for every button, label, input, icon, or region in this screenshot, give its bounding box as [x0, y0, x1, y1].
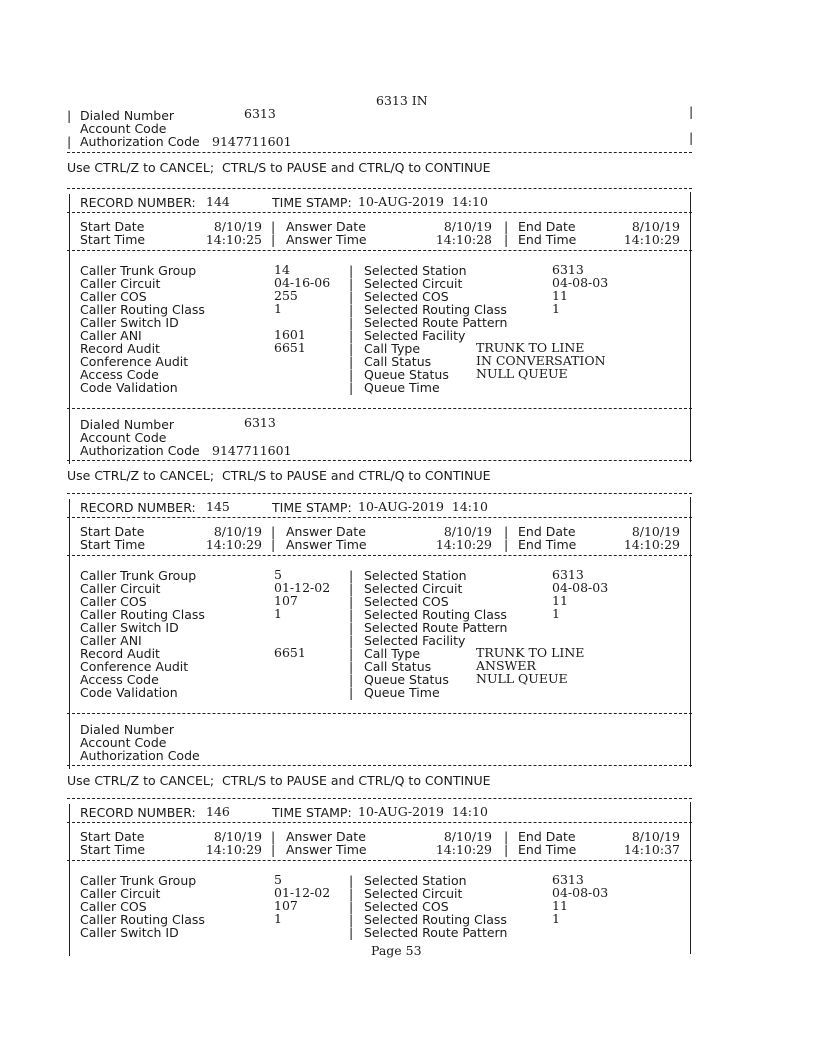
record-top-divider — [67, 188, 692, 189]
caller-field-label: Caller ANI — [80, 328, 142, 343]
authorization-code-value: 9147711601 — [212, 443, 292, 458]
time-stamp-label: TIME STAMP: — [272, 805, 352, 820]
caller-field-label: Conference Audit — [80, 659, 189, 674]
start-date-value: 8/10/19 — [213, 829, 262, 844]
caller-field-label: Caller COS — [80, 899, 147, 914]
left-border — [69, 804, 70, 956]
caller-field-label: Caller Circuit — [80, 276, 161, 291]
record-number-label: RECORD NUMBER: — [80, 500, 196, 515]
caller-field-label: Access Code — [80, 367, 159, 382]
selected-field-label: Selected COS — [364, 289, 449, 304]
column-separator: | — [349, 367, 354, 382]
time-stamp-value: 10-AUG-2019 14:10 — [358, 804, 488, 819]
caller-field-label: Caller Routing Class — [80, 302, 205, 317]
column-separator: | — [349, 289, 354, 304]
dates-divider — [67, 555, 692, 556]
caller-field-label: Conference Audit — [80, 354, 189, 369]
answer-date-label: Answer Date — [286, 524, 366, 539]
selected-field-value: 11 — [552, 593, 568, 608]
account-code-label: Account Code — [80, 430, 167, 445]
caller-field-value: 04-16-06 — [274, 275, 331, 290]
selected-field-label: Selected COS — [364, 594, 449, 609]
caller-field-label: Caller COS — [80, 289, 147, 304]
console-prompt: Use CTRL/Z to CANCEL; CTRL/S to PAUSE and CTRL/Q to CONTINUE — [67, 773, 491, 788]
call-type-value: TRUNK TO LINE — [476, 645, 585, 660]
caller-field-label: Access Code — [80, 672, 159, 687]
selected-field-label: Selected Routing Class — [364, 607, 507, 622]
column-separator: | — [271, 524, 276, 539]
selected-field-label: Selected Circuit — [364, 581, 463, 596]
end-date-value: 8/10/19 — [631, 524, 680, 539]
selected-field-label: Call Status — [364, 354, 432, 369]
caller-field-value: 5 — [274, 872, 282, 887]
right-border — [690, 192, 691, 462]
answer-time-value: 14:10:29 — [435, 842, 492, 857]
record-header-divider — [67, 517, 692, 518]
caller-field-label: Record Audit — [80, 646, 160, 661]
selected-field-value: 04-08-03 — [552, 580, 609, 595]
column-separator: | — [271, 219, 276, 234]
selected-field-label: Selected Routing Class — [364, 912, 507, 927]
caller-field-value: 255 — [274, 288, 298, 303]
caller-field-label: Caller Circuit — [80, 886, 161, 901]
dialed-number-value: 6313 — [244, 415, 276, 430]
caller-field-value: 01-12-02 — [274, 885, 331, 900]
selected-field-value: 1 — [552, 911, 560, 926]
answer-time-label: Answer Time — [286, 537, 367, 552]
end-date-label: End Date — [518, 524, 576, 539]
page-header: 6313 IN — [376, 93, 428, 108]
record-number-value: 146 — [206, 804, 230, 819]
selected-field-label: Queue Time — [364, 380, 440, 395]
selected-field-label: Selected Route Pattern — [364, 315, 508, 330]
selected-field-value: 6313 — [552, 872, 584, 887]
account-code-label: Account Code — [80, 121, 167, 136]
start-time-label: Start Time — [80, 232, 146, 247]
selected-field-label: Selected Route Pattern — [364, 620, 508, 635]
selected-field-value: 04-08-03 — [552, 885, 609, 900]
selected-field-label: Selected Facility — [364, 633, 466, 648]
column-separator: | — [349, 302, 354, 317]
caller-field-value: 6651 — [274, 340, 306, 355]
selected-field-label: Call Type — [364, 646, 421, 661]
detail-divider — [67, 713, 692, 714]
selected-field-label: Selected COS — [364, 899, 449, 914]
end-time-label: End Time — [518, 842, 577, 857]
end-date-label: End Date — [518, 219, 576, 234]
caller-field-value: 1 — [274, 606, 282, 621]
column-separator: | — [349, 672, 354, 687]
start-time-label: Start Time — [80, 842, 146, 857]
queue-status-value: NULL QUEUE — [476, 366, 568, 381]
caller-field-value: 1601 — [274, 327, 306, 342]
selected-field-value: 6313 — [552, 567, 584, 582]
selected-field-value: 1 — [552, 606, 560, 621]
caller-field-value: 5 — [274, 567, 282, 582]
dialed-number-label: Dialed Number — [80, 722, 175, 737]
record-header-divider — [67, 822, 692, 823]
column-separator: | — [504, 219, 509, 234]
record-number-label: RECORD NUMBER: — [80, 805, 196, 820]
caller-field-value: 107 — [274, 898, 298, 913]
column-separator: | — [349, 925, 354, 940]
time-stamp-label: TIME STAMP: — [272, 195, 352, 210]
caller-field-value: 1 — [274, 301, 282, 316]
authorization-code-label: Authorization Code — [80, 134, 200, 149]
selected-field-label: Selected Routing Class — [364, 302, 507, 317]
call-status-value: IN CONVERSATION — [476, 353, 606, 368]
selected-field-label: Queue Time — [364, 685, 440, 700]
selected-field-value: 6313 — [552, 262, 584, 277]
column-separator: | — [349, 276, 354, 291]
queue-status-value: NULL QUEUE — [476, 671, 568, 686]
answer-time-label: Answer Time — [286, 232, 367, 247]
column-separator: | — [349, 354, 354, 369]
column-separator: | — [349, 568, 354, 583]
caller-field-label: Caller Trunk Group — [80, 568, 197, 583]
account-code-label: Account Code — [80, 735, 167, 750]
selected-field-label: Call Status — [364, 659, 432, 674]
selected-field-label: Selected Circuit — [364, 276, 463, 291]
end-date-value: 8/10/19 — [631, 219, 680, 234]
selected-field-label: Selected Facility — [364, 328, 466, 343]
divider — [67, 152, 692, 153]
authorization-code-label: Authorization Code — [80, 748, 200, 763]
column-separator: | — [271, 829, 276, 844]
right-border — [690, 497, 691, 767]
record-top-divider — [67, 493, 692, 494]
caller-field-label: Caller Trunk Group — [80, 873, 197, 888]
caller-field-label: Caller Trunk Group — [80, 263, 197, 278]
end-time-value: 14:10:37 — [623, 842, 680, 857]
caller-field-label: Caller Routing Class — [80, 912, 205, 927]
authorization-code-label: Authorization Code — [80, 443, 200, 458]
console-prompt: Use CTRL/Z to CANCEL; CTRL/S to PAUSE and CTRL/Q to CONTINUE — [67, 468, 491, 483]
record-bottom-divider — [67, 460, 692, 461]
column-separator: | — [349, 685, 354, 700]
answer-time-value: 14:10:28 — [435, 232, 492, 247]
caller-field-label: Caller Switch ID — [80, 315, 179, 330]
answer-date-value: 8/10/19 — [443, 524, 492, 539]
answer-date-value: 8/10/19 — [443, 219, 492, 234]
end-time-value: 14:10:29 — [623, 232, 680, 247]
start-date-value: 8/10/19 — [213, 219, 262, 234]
border-bar: | — [67, 134, 72, 149]
end-time-value: 14:10:29 — [623, 537, 680, 552]
column-separator: | — [271, 842, 276, 857]
selected-field-value: 04-08-03 — [552, 275, 609, 290]
start-date-value: 8/10/19 — [213, 524, 262, 539]
end-time-label: End Time — [518, 232, 577, 247]
border-bar: | — [67, 108, 72, 123]
caller-field-value: 01-12-02 — [274, 580, 331, 595]
caller-field-label: Code Validation — [80, 380, 178, 395]
record-header-divider — [67, 212, 692, 213]
column-separator: | — [349, 620, 354, 635]
start-date-label: Start Date — [80, 524, 145, 539]
start-time-value: 14:10:25 — [205, 232, 262, 247]
column-separator: | — [504, 842, 509, 857]
selected-field-label: Selected Station — [364, 263, 467, 278]
dialed-number-label: Dialed Number — [80, 108, 175, 123]
call-type-value: TRUNK TO LINE — [476, 340, 585, 355]
column-separator: | — [504, 537, 509, 552]
time-stamp-label: TIME STAMP: — [272, 500, 352, 515]
column-separator: | — [349, 594, 354, 609]
border-bar: | — [689, 104, 694, 119]
record-bottom-divider — [67, 765, 692, 766]
caller-field-label: Caller ANI — [80, 633, 142, 648]
start-time-value: 14:10:29 — [205, 842, 262, 857]
caller-field-label: Caller Circuit — [80, 581, 161, 596]
authorization-code-value: 9147711601 — [212, 134, 292, 149]
dialed-number-value: 6313 — [244, 106, 276, 121]
caller-field-value: 107 — [274, 593, 298, 608]
end-date-value: 8/10/19 — [631, 829, 680, 844]
selected-field-value: 1 — [552, 301, 560, 316]
record-number-value: 144 — [206, 194, 230, 209]
column-separator: | — [349, 886, 354, 901]
selected-field-value: 11 — [552, 898, 568, 913]
caller-field-label: Record Audit — [80, 341, 160, 356]
column-separator: | — [349, 873, 354, 888]
column-separator: | — [349, 581, 354, 596]
left-border — [69, 194, 70, 464]
column-separator: | — [349, 607, 354, 622]
selected-field-label: Queue Status — [364, 672, 449, 687]
detail-divider — [67, 408, 692, 409]
answer-time-value: 14:10:29 — [435, 537, 492, 552]
column-separator: | — [271, 232, 276, 247]
answer-date-label: Answer Date — [286, 829, 366, 844]
column-separator: | — [349, 646, 354, 661]
caller-field-value: 14 — [274, 262, 290, 277]
column-separator: | — [349, 912, 354, 927]
column-separator: | — [504, 524, 509, 539]
caller-field-label: Caller COS — [80, 594, 147, 609]
column-separator: | — [504, 232, 509, 247]
answer-date-value: 8/10/19 — [443, 829, 492, 844]
caller-field-value: 1 — [274, 911, 282, 926]
column-separator: | — [349, 263, 354, 278]
column-separator: | — [349, 633, 354, 648]
left-border — [69, 499, 70, 769]
call-status-value: ANSWER — [476, 658, 536, 673]
page-footer: Page 53 — [371, 943, 422, 958]
selected-field-value: 11 — [552, 288, 568, 303]
answer-time-label: Answer Time — [286, 842, 367, 857]
selected-field-label: Selected Circuit — [364, 886, 463, 901]
dates-divider — [67, 250, 692, 251]
selected-field-label: Call Type — [364, 341, 421, 356]
column-separator: | — [349, 899, 354, 914]
column-separator: | — [349, 328, 354, 343]
selected-field-label: Queue Status — [364, 367, 449, 382]
selected-field-label: Selected Route Pattern — [364, 925, 508, 940]
column-separator: | — [349, 341, 354, 356]
caller-field-label: Caller Switch ID — [80, 925, 179, 940]
column-separator: | — [271, 537, 276, 552]
column-separator: | — [349, 315, 354, 330]
start-date-label: Start Date — [80, 829, 145, 844]
caller-field-label: Caller Switch ID — [80, 620, 179, 635]
answer-date-label: Answer Date — [286, 219, 366, 234]
console-prompt: Use CTRL/Z to CANCEL; CTRL/S to PAUSE and CTRL/Q to CONTINUE — [67, 160, 491, 175]
column-separator: | — [504, 829, 509, 844]
selected-field-label: Selected Station — [364, 568, 467, 583]
selected-field-label: Selected Station — [364, 873, 467, 888]
start-time-label: Start Time — [80, 537, 146, 552]
column-separator: | — [349, 659, 354, 674]
caller-field-value: 6651 — [274, 645, 306, 660]
end-date-label: End Date — [518, 829, 576, 844]
record-top-divider — [67, 798, 692, 799]
end-time-label: End Time — [518, 537, 577, 552]
time-stamp-value: 10-AUG-2019 14:10 — [358, 194, 488, 209]
time-stamp-value: 10-AUG-2019 14:10 — [358, 499, 488, 514]
caller-field-label: Code Validation — [80, 685, 178, 700]
dates-divider — [67, 860, 692, 861]
dialed-number-label: Dialed Number — [80, 417, 175, 432]
caller-field-label: Caller Routing Class — [80, 607, 205, 622]
record-number-value: 145 — [206, 499, 230, 514]
border-bar: | — [689, 130, 694, 145]
column-separator: | — [349, 380, 354, 395]
start-time-value: 14:10:29 — [205, 537, 262, 552]
start-date-label: Start Date — [80, 219, 145, 234]
right-border — [690, 802, 691, 954]
record-number-label: RECORD NUMBER: — [80, 195, 196, 210]
